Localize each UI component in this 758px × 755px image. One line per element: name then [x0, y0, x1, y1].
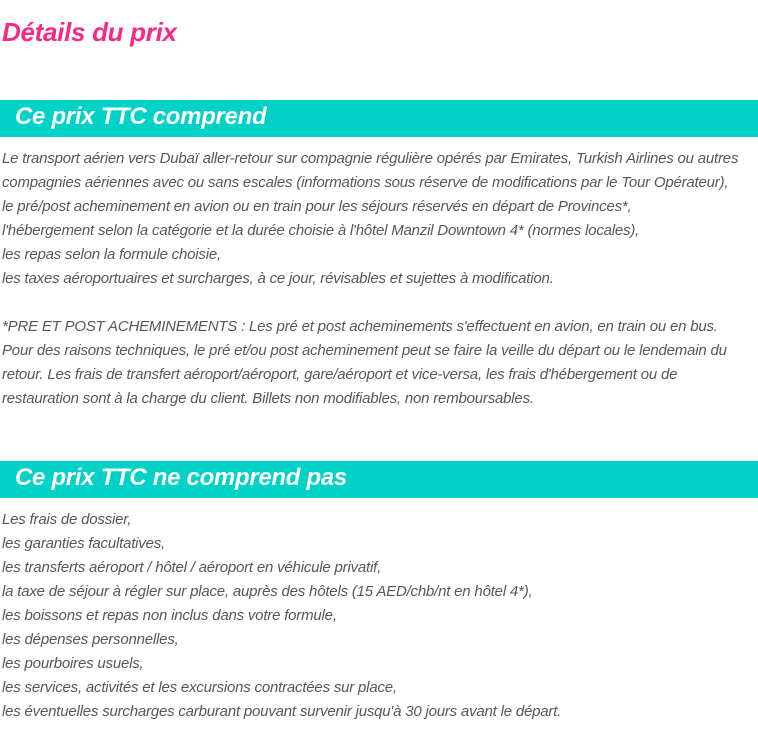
excluded-item: les éventuelles surcharges carburant pouvant survenir jusqu'à 30 jours avant le départ. — [2, 703, 562, 720]
included-item: le pré/post acheminement en avion ou en train pour les séjours réservés en départ de Provinces*, — [2, 198, 632, 215]
included-item: les repas selon la formule choisie, — [2, 246, 221, 263]
included-item: Le transport aérien vers Dubaï aller-retour sur compagnie régulière opérés par Emirates, Turkish Airlines ou autres compagnies aériennes avec ou sans escales (informations sous réserve de modifications par le Tour Opérateur), — [2, 150, 739, 191]
excluded-items — [0, 498, 758, 724]
included-banner — [0, 100, 758, 137]
section-included — [0, 100, 758, 411]
excluded-banner-title: Ce prix TTC ne comprend pas — [15, 464, 347, 491]
excluded-item: Les frais de dossier, — [2, 511, 132, 528]
included-item: l'hébergement selon la catégorie et la durée choisie à l'hôtel Manzil Downtown 4* (normes locales), — [2, 222, 640, 239]
excluded-item: les pourboires usuels, — [2, 655, 144, 672]
excluded-item: les boissons et repas non inclus dans votre formule, — [2, 607, 337, 624]
pre-post-note: *PRE ET POST ACHEMINEMENTS : Les pré et post acheminements s'effectuent en avion, en train ou en bus. Pour des raisons techniques, le pré et/ou post acheminement peut se faire la veille du départ ou le lendemain du retour. Les frais de transfert aéroport/aéroport, gare/aéroport et vice-versa, les frais d'hébergement ou de restauration sont à la charge du client. Billets non modifiables, non remboursables. — [2, 318, 727, 407]
page-title: Détails du prix — [2, 17, 177, 47]
included-banner-title: Ce prix TTC comprend — [15, 103, 267, 130]
section-excluded — [0, 461, 758, 724]
included-item: les taxes aéroportuaires et surcharges, à ce jour, révisables et sujettes à modification. — [2, 270, 554, 287]
excluded-item: les dépenses personnelles, — [2, 631, 179, 648]
excluded-item: les transferts aéroport / hôtel / aéroport en véhicule privatif, — [2, 559, 382, 576]
excluded-item: les services, activités et les excursions contractées sur place, — [2, 679, 397, 696]
excluded-item: la taxe de séjour à régler sur place, auprès des hôtels (15 AED/chb/nt en hôtel 4*), — [2, 583, 533, 600]
excluded-item: les garanties facultatives, — [2, 535, 166, 552]
included-items — [0, 137, 758, 291]
excluded-banner — [0, 461, 758, 498]
